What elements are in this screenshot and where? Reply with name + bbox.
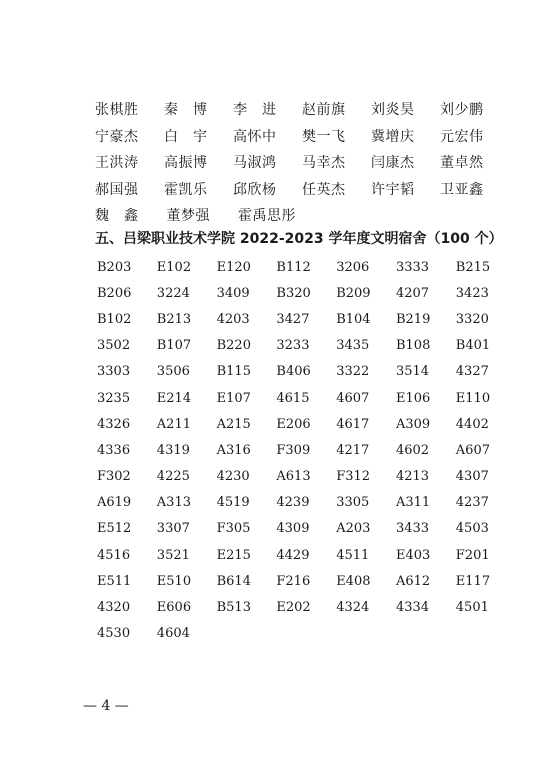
dormitory-cell: E107 xyxy=(216,390,251,406)
dormitory-cell: 4617 xyxy=(336,416,370,432)
name-cell: 冀增庆 xyxy=(371,128,415,145)
dormitory-cell: E110 xyxy=(455,390,491,406)
dormitory-row xyxy=(97,280,517,306)
dormitory-cell: F216 xyxy=(276,573,311,589)
dormitory-cell: 4239 xyxy=(276,495,310,511)
name-cell: 樊一飞 xyxy=(302,128,346,145)
dormitory-cell: A311 xyxy=(395,495,431,511)
dormitory-row xyxy=(97,568,517,594)
dormitory-cell: 3502 xyxy=(97,338,131,354)
dormitory-list xyxy=(97,254,517,647)
dormitory-cell: B513 xyxy=(216,600,251,616)
dormitory-cell: F201 xyxy=(455,547,490,563)
name-cell: 邱欣杨 xyxy=(233,181,277,198)
dormitory-cell: 4501 xyxy=(455,600,489,616)
dormitory-cell: 3206 xyxy=(336,259,370,275)
dormitory-cell: 3303 xyxy=(97,364,131,380)
dormitory-row xyxy=(97,621,517,647)
dormitory-cell: E511 xyxy=(97,573,132,589)
dormitory-cell: 3409 xyxy=(216,285,250,301)
dormitory-row xyxy=(97,464,517,490)
dormitory-row xyxy=(97,542,517,568)
name-cell: 马淑鸿 xyxy=(233,155,277,172)
dormitory-cell: B614 xyxy=(216,573,251,589)
dormitory-cell: 4237 xyxy=(455,495,489,511)
dormitory-cell: B108 xyxy=(395,338,431,354)
dormitory-cell: 3333 xyxy=(395,259,430,275)
dormitory-row xyxy=(97,359,517,385)
dormitory-cell: 3233 xyxy=(276,338,310,354)
dormitory-cell: F302 xyxy=(97,469,131,485)
dormitory-cell: 4230 xyxy=(216,469,250,485)
dormitory-row xyxy=(97,594,517,620)
name-row xyxy=(95,176,515,203)
dormitory-row xyxy=(97,306,517,332)
name-cell: 刘炎昊 xyxy=(371,102,415,119)
dormitory-cell: A619 xyxy=(97,495,132,511)
dormitory-cell: B219 xyxy=(395,311,431,327)
dormitory-cell: 3235 xyxy=(97,390,131,406)
dormitory-cell: 3506 xyxy=(156,364,190,380)
dormitory-cell: E117 xyxy=(455,573,491,589)
dormitory-cell: B203 xyxy=(97,259,132,275)
dormitory-cell: E512 xyxy=(97,521,132,537)
dormitory-cell: 3307 xyxy=(156,521,190,537)
dormitory-row xyxy=(97,437,517,463)
dormitory-cell: E510 xyxy=(156,573,192,589)
dormitory-cell: B206 xyxy=(97,285,132,301)
dormitory-cell: A309 xyxy=(395,416,431,432)
dormitory-cell: E408 xyxy=(336,573,371,589)
dormitory-cell: A612 xyxy=(395,573,431,589)
dormitory-cell: B406 xyxy=(276,364,311,380)
name-cell: 霍凯乐 xyxy=(164,181,208,198)
name-cell: 王洪涛 xyxy=(95,155,139,172)
dormitory-cell: 3521 xyxy=(156,547,190,563)
dormitory-cell: E606 xyxy=(156,600,192,616)
name-cell: 高振博 xyxy=(164,155,208,172)
name-cell: 刘少鹏 xyxy=(440,102,484,119)
dormitory-cell: E206 xyxy=(276,416,311,432)
dormitory-cell: 4217 xyxy=(336,442,370,458)
dormitory-cell: 4334 xyxy=(395,600,430,616)
dormitory-row xyxy=(97,411,517,437)
dormitory-cell: 3305 xyxy=(336,495,370,511)
name-cell: 董卓然 xyxy=(440,155,484,172)
dormitory-cell: 4207 xyxy=(395,285,430,301)
name-row xyxy=(95,202,515,229)
name-cell: 白 宇 xyxy=(164,128,208,145)
dormitory-cell: 3433 xyxy=(395,521,430,537)
dormitory-cell: 4336 xyxy=(97,442,131,458)
name-row xyxy=(95,96,515,123)
dormitory-row xyxy=(97,516,517,542)
dormitory-cell: A215 xyxy=(216,416,251,432)
dormitory-cell: 4307 xyxy=(455,469,489,485)
dormitory-cell: 4530 xyxy=(97,626,131,642)
dormitory-cell: 4327 xyxy=(455,364,489,380)
dormitory-row xyxy=(97,490,517,516)
dormitory-cell: E106 xyxy=(395,390,431,406)
dormitory-cell: 4607 xyxy=(336,390,370,406)
name-cell: 李 进 xyxy=(233,102,277,119)
dormitory-cell: E202 xyxy=(276,600,311,616)
dormitory-row xyxy=(97,254,517,280)
dormitory-cell: A203 xyxy=(336,521,371,537)
dormitory-cell: B107 xyxy=(156,338,192,354)
name-cell: 张棋胜 xyxy=(95,102,139,119)
name-cell: 赵前旗 xyxy=(302,102,346,119)
name-cell: 高怀中 xyxy=(233,128,277,145)
dormitory-cell: 4225 xyxy=(156,469,190,485)
dormitory-cell: 4615 xyxy=(276,390,310,406)
dormitory-cell: E102 xyxy=(156,259,192,275)
dormitory-cell: E120 xyxy=(216,259,251,275)
dormitory-cell: 4503 xyxy=(455,521,489,537)
dormitory-cell: F305 xyxy=(216,521,251,537)
dormitory-cell: F309 xyxy=(276,442,311,458)
dormitory-cell: 4309 xyxy=(276,521,310,537)
dormitory-cell: B209 xyxy=(336,285,371,301)
name-cell: 董梦强 xyxy=(166,208,210,225)
dormitory-cell: B112 xyxy=(276,259,311,275)
dormitory-cell: B320 xyxy=(276,285,311,301)
dormitory-cell: A211 xyxy=(156,416,191,432)
dormitory-cell: B215 xyxy=(455,259,491,275)
dormitory-cell: A607 xyxy=(455,442,490,458)
dormitory-cell: F312 xyxy=(336,469,371,485)
dormitory-cell: 4604 xyxy=(156,626,190,642)
dormitory-cell: 4319 xyxy=(156,442,190,458)
dormitory-cell: 4519 xyxy=(216,495,250,511)
dormitory-cell: B401 xyxy=(455,338,491,354)
dormitory-cell: B102 xyxy=(97,311,132,327)
dormitory-row xyxy=(97,385,517,411)
name-row xyxy=(95,149,515,176)
dormitory-cell: E215 xyxy=(216,547,251,563)
section-heading: 五、吕梁职业技术学院 2022-2023 学年度文明宿舍（100 个） xyxy=(95,231,503,247)
dormitory-cell: 4429 xyxy=(276,547,310,563)
dormitory-cell: E403 xyxy=(395,547,431,563)
dormitory-cell: B115 xyxy=(216,364,251,380)
dormitory-row xyxy=(97,333,517,359)
dormitory-cell: A316 xyxy=(216,442,251,458)
name-cell: 闫康杰 xyxy=(371,155,415,172)
dormitory-cell: B104 xyxy=(336,311,371,327)
name-cell: 郝国强 xyxy=(95,181,139,198)
name-cell: 马幸杰 xyxy=(302,155,346,172)
dormitory-cell: A613 xyxy=(276,469,311,485)
name-cell: 秦 博 xyxy=(164,102,208,119)
dormitory-cell: 4516 xyxy=(97,547,131,563)
name-cell: 许宇韬 xyxy=(371,181,415,198)
dormitory-cell: 3435 xyxy=(336,338,370,354)
dormitory-cell: 3514 xyxy=(395,364,430,380)
dormitory-cell: 3320 xyxy=(455,311,489,327)
dormitory-cell: 3224 xyxy=(156,285,190,301)
dormitory-cell: 4602 xyxy=(395,442,430,458)
dormitory-cell: 3322 xyxy=(336,364,370,380)
name-cell: 任英杰 xyxy=(302,181,346,198)
name-cell: 元宏伟 xyxy=(440,128,484,145)
dormitory-cell: 3423 xyxy=(455,285,489,301)
dormitory-cell: 4203 xyxy=(216,311,250,327)
dormitory-cell: E214 xyxy=(156,390,192,406)
dormitory-cell: 4324 xyxy=(336,600,370,616)
name-cell: 魏 鑫 xyxy=(95,208,139,225)
dormitory-cell: B220 xyxy=(216,338,251,354)
dormitory-cell: 4402 xyxy=(455,416,489,432)
dormitory-cell: 4320 xyxy=(97,600,131,616)
dormitory-cell: B213 xyxy=(156,311,192,327)
dormitory-cell: 4511 xyxy=(336,547,370,563)
name-cell: 卫亚鑫 xyxy=(440,181,484,198)
name-list xyxy=(95,96,515,229)
dormitory-cell: 3427 xyxy=(276,311,310,327)
dormitory-cell: A313 xyxy=(156,495,191,511)
name-cell: 宁豪杰 xyxy=(95,128,139,145)
dormitory-cell: 4326 xyxy=(97,416,131,432)
dormitory-cell: 4213 xyxy=(395,469,430,485)
name-row xyxy=(95,123,515,150)
name-cell: 霍禹思彤 xyxy=(238,208,296,225)
page-number: — 4 — xyxy=(83,698,129,714)
